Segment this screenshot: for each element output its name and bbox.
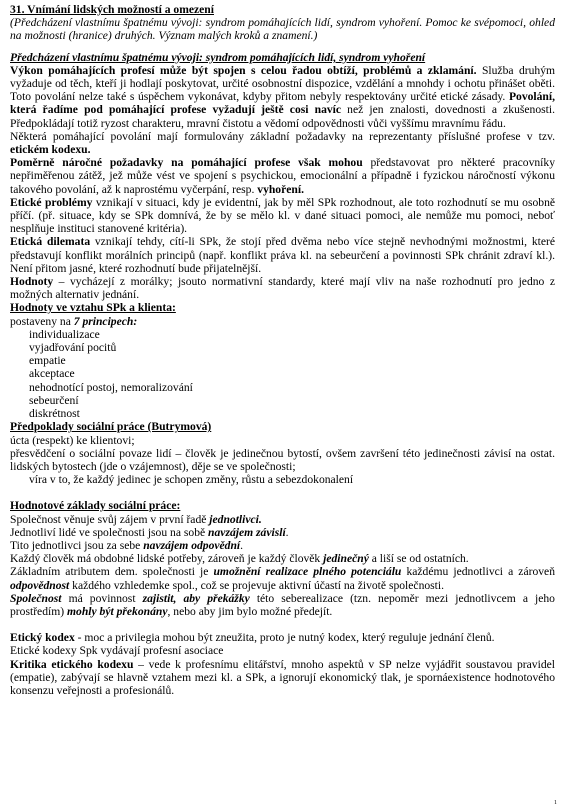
body-text: . — [240, 538, 244, 552]
page-title: 31. Vnímání lidských možností a omezení — [10, 3, 214, 16]
bold-italic-text: 7 principech: — [73, 314, 138, 328]
body-text: Některá pomáhající povolání mají formulovány základní požadavky na reprezentanty příslušné profese v tzv. — [10, 129, 555, 143]
page-subtitle: (Předcházení vlastnímu špatnému vývoji: syndrom pomáhajících lidí, syndrom vyhoření. Pomoc ke svépomoci, ohled na možnosti (hranice) druhých. Význam malých kroků a znamení.) — [10, 16, 555, 43]
foundation-line — [10, 592, 555, 618]
body-text: postaveny na — [10, 314, 74, 328]
ethical-code-line — [10, 631, 555, 644]
list-item: individualizace — [29, 327, 100, 341]
bold-italic-text: navzájem odpovědní — [143, 538, 241, 552]
paragraph-values — [10, 275, 555, 301]
bold-text: Povolání, která řadíme pod pomáhající profese vyžadují ještě cosi navíc — [10, 90, 555, 117]
bold-text: Etická dilemata — [10, 235, 91, 249]
foundation-line — [10, 539, 555, 552]
bold-text: Výkon pomáhajících profesí může být spojen s celou řadou obtíží, problémů a zklamání. — [10, 63, 477, 77]
assumption-line: víra v to, že každý jedinec je schopen změny, růstu a sebezdokonalení — [29, 473, 354, 487]
body-text: Každý člověk má obdobné lidské potřeby, zároveň je každý člověk — [10, 552, 324, 566]
bold-italic-text: jednotlivci. — [209, 512, 262, 526]
paragraph-helping-professions — [10, 64, 555, 130]
body-text: a liší se od ostatních. — [368, 552, 469, 566]
bold-italic-text: jedinečný — [323, 552, 369, 566]
list-item: akceptace — [29, 367, 75, 381]
foundation-line — [10, 513, 555, 526]
section-heading-assumptions: Předpoklady sociální práce (Butrymová) — [10, 420, 212, 434]
body-text: , nebo aby jim bylo možné předejít. — [167, 604, 333, 618]
bold-italic-text: mohly být překonány — [67, 604, 168, 618]
bold-italic-text: odpovědnost — [10, 578, 70, 592]
list-item: empatie — [29, 354, 66, 368]
section-heading-prevention: Předcházení vlastnímu špatnému vývoji: syndrom pomáhajících lidí, syndrom vyhoření — [10, 50, 426, 64]
bold-text: Hodnoty — [10, 275, 54, 289]
bold-text: Poměrně náročné požadavky na pomáhající profese však mohou — [10, 156, 363, 170]
body-text: vznikají tehdy, cítí-li SPk, že stojí před dvěma nebo více stejně nevhodnými možnostmi, které představují konflikt morálních principů (např. konflikt práva kl. na sebeurčení a povinnosti SPk chránit zdraví kl.). Není přitom jasné, které rozhodnutí bude přijatelnější. — [10, 235, 555, 275]
list-item: nehodnotící postoj, nemoralizování — [29, 380, 193, 394]
spacer — [10, 486, 555, 499]
list-item: sebeurčení — [29, 393, 79, 407]
bold-italic-text: navzájem závislí — [208, 525, 286, 539]
document-page — [10, 3, 555, 697]
list-item: vyjadřování pocitů — [29, 341, 117, 355]
bold-italic-text: zajistit, aby překážky — [142, 591, 250, 605]
body-text: každého vzhledemke spol., což se projevuje aktivní účastí na životě společnosti. — [69, 578, 445, 592]
assumption-line: přesvědčení o sociální povaze lidí – člověk je jedinečnou bytostí, ovšem završení této jedinečnosti závisí na ostat. lidských bytostech (jde o vzájemnost), děje se ve společnosti; — [10, 446, 555, 473]
bold-italic-text: Společnost — [10, 591, 62, 605]
body-text: – vycházejí z morálky; jsouto normativní standardy, které mají vliv na naše rozhodnutí pro jedno z možných alternativ jednání. — [10, 275, 555, 302]
body-text: Tito jednotlivci jsou za sebe — [10, 538, 144, 552]
principles-list — [10, 328, 555, 420]
paragraph-ethical-dilemmas — [10, 235, 555, 275]
body-text: - moc a privilegia mohou být zneužita, proto je nutný kodex, který reguluje jednání členů. — [74, 631, 495, 645]
paragraph-ethical-code — [10, 130, 555, 156]
body-text: vznikají v situaci, kdy je evidentní, jak by měl SPk rozhodnout, ale toto rozhodnutí se mu osobně příčí. (př. situace, kdy se SPk domnívá, že by se mělo kl. v dané situaci pomoci, ale nemůže mu pomoci, neboť nesplňuje instituci stanovené kritéria). — [10, 195, 556, 236]
ethical-code-critique — [10, 658, 555, 698]
section-heading-values-relation: Hodnoty ve vztahu SPk a klienta: — [10, 301, 176, 315]
body-text: – vede k profesnímu elitářství, mnoho aspektů v SP nelze vyjádřit soustavou pravidel (empatie), zabývají se hlavně vztahem mezi kl. a SPk, a ignorují ekonomický tlak, je spornáexistence hodnotového konsenzu veřejnosti a profesionálů. — [10, 657, 555, 697]
principles-intro — [10, 315, 555, 328]
foundation-line — [10, 526, 555, 539]
body-text: každému jednotlivci a zároveň — [401, 565, 555, 579]
body-text: Služba druhým vyžaduje od těch, kteří ji hodlají poskytovat, určité osobnostní dispozice, vzdělání a mnohdy i ochotu přinášet oběti. Toto povolání nelze také s úspěchem vykonávat, kdyby přitom nebyly respektovány určité etické zásady. — [10, 63, 556, 104]
paragraph-ethical-problems — [10, 196, 555, 236]
bold-text: Etické problémy — [10, 195, 93, 209]
bold-italic-text: umožnění realizace plného potenciálu — [213, 565, 402, 579]
body-text: než jen znalosti, dovednosti a zkušenosti. Předpokládají totiž ryzost charakteru, mravní čistotu a vědomí odpovědnosti vůči vyššímu mravnímu řádu. — [10, 103, 555, 130]
body-text: Jednotliví lidé ve společnosti jsou na sobě — [10, 525, 209, 539]
paragraph-burnout — [10, 156, 555, 196]
body-text: . — [285, 525, 289, 539]
page-number: 1 — [554, 800, 557, 806]
spacer — [10, 618, 555, 631]
bold-text: etickém kodexu. — [10, 143, 91, 157]
body-text: Společnost věnuje svůj zájem v první řadě — [10, 512, 210, 526]
bold-text: Etický kodex — [10, 631, 75, 645]
foundation-line — [10, 565, 555, 591]
foundation-line — [10, 552, 555, 565]
body-text: Základním atributem dem. společnosti je — [10, 565, 214, 579]
body-text: má povinnost — [61, 591, 143, 605]
list-item: diskrétnost — [29, 407, 80, 421]
body-text: této seberealizace (tzn. nepoměr mezi jednotlivcem a jeho prostředím) — [10, 591, 555, 618]
section-heading-value-foundations: Hodnotové základy sociální práce: — [10, 499, 181, 513]
ethical-code-line: Etické kodexy Spk vydávají profesní asociace — [10, 644, 224, 658]
bold-text: vyhoření. — [257, 182, 304, 196]
bold-text: Kritika etického kodexu — [10, 657, 134, 671]
assumption-line: úcta (respekt) ke klientovi; — [10, 433, 135, 447]
body-text: představovat pro některé pracovníky nepřiměřenou zátěž, jež může vést ve spojení s psychickou, emocionální a případně i fyzickou náročností výkonu takového povolání, až k naprostému vyčerpání, resp. — [10, 156, 555, 196]
